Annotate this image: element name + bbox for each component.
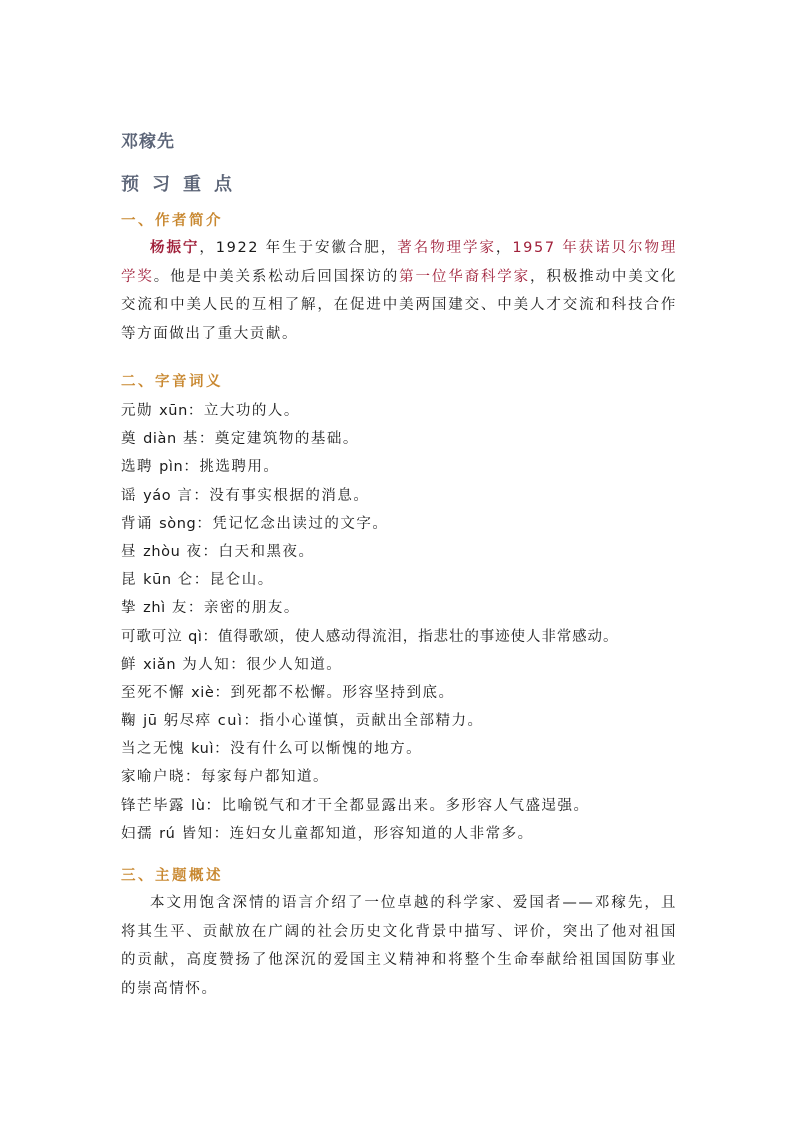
vocabulary-list (121, 397, 701, 848)
vocab-item (121, 594, 701, 622)
vocab-pinyin: sòng (159, 515, 197, 532)
vocab-pinyin: zhòu (143, 543, 181, 560)
vocab-definition: ：挑选聘用。 (183, 459, 280, 476)
vocab-pinyin: kūn (143, 572, 172, 589)
vocab-pinyin: xiǎn (143, 656, 177, 673)
author-name: 杨振宁 (150, 240, 200, 256)
vocab-definition: ：值得歌颂，使人感动得流泪，指悲壮的事迹使人非常感动。 (202, 628, 619, 645)
vocab-definition: ：比喻锐气和才干全都显露出来。多形容人气盛逞强。 (205, 797, 590, 814)
author-text-4: ，积极推动中美文化交流和中美人民的互相了解，在促进中美两国建交、中美人才交流和科技合作等方面做出了重大贡献。 (121, 268, 678, 342)
vocab-term: 昼 (121, 543, 144, 560)
author-highlight-nobel: 1957 年获诺贝尔物理学奖 (121, 240, 677, 285)
vocab-pinyin: jū (143, 713, 158, 730)
vocab-definition: 基：奠定建筑物的基础。 (176, 431, 359, 448)
vocab-term: 鲜 (121, 656, 144, 673)
vocab-item (121, 792, 701, 820)
vocab-item (121, 425, 701, 453)
vocab-definition: 言：没有事实根据的消息。 (171, 487, 370, 504)
vocab-item (121, 453, 701, 481)
vocab-definition: 夜：白天和黑夜。 (180, 543, 315, 560)
vocab-term: 挚 (121, 600, 144, 617)
vocab-item (121, 707, 701, 735)
vocab-term: 至死不懈 (121, 684, 192, 701)
vocab-pinyin: lù (191, 797, 206, 814)
vocab-definition: 皆知：连妇女儿童都知道，形容知道的人非常多。 (175, 825, 534, 842)
vocab-pinyin: diàn (143, 431, 177, 448)
vocab-item (121, 397, 701, 425)
vocab-definition: ：凭记忆念出读过的文字。 (196, 515, 389, 532)
vocab-term: 可歌可泣 (121, 628, 189, 645)
author-text-3: 。他是中美关系松动后回国探访的 (153, 268, 400, 285)
vocab-pinyin: xiè (191, 684, 215, 701)
author-text-2: ， (495, 240, 513, 256)
vocab-item (121, 510, 701, 538)
vocab-term: 选聘 (121, 459, 160, 476)
vocab-term: 当之无愧 (121, 741, 192, 758)
vocab-definition: 仑：昆仑山。 (171, 572, 274, 589)
vocab-item (121, 482, 701, 510)
section-heading-theme: 三、主题概述 (121, 868, 223, 884)
vocab-item (121, 735, 701, 763)
vocab-item (121, 538, 701, 566)
author-highlight-physicist: 著名物理学家 (397, 240, 496, 256)
vocab-definition: ：立大功的人。 (187, 403, 300, 419)
vocab-term: 昆 (121, 572, 144, 589)
author-highlight-first-scientist: 第一位华裔科学家 (399, 268, 531, 285)
vocab-term: 谣 (121, 487, 144, 504)
vocab-definition: ：没有什么可以惭愧的地方。 (214, 741, 423, 758)
vocab-item (121, 566, 701, 594)
vocab-pinyin: rú (159, 825, 176, 842)
vocab-pinyin: kuì (191, 741, 215, 758)
vocab-definition: ：到死都不松懈。形容坚持到底。 (214, 684, 455, 701)
section-heading-vocabulary: 二、字音词义 (121, 374, 223, 390)
vocab-definition: 躬尽瘁 cuì：指小心谨慎，贡献出全部精力。 (157, 713, 484, 730)
document-title: 邓稼先 (121, 132, 175, 152)
vocab-term: 奠 (121, 431, 144, 448)
vocab-item (121, 651, 701, 679)
vocab-term: 家喻户晓 (121, 769, 185, 786)
vocab-pinyin: pìn (159, 459, 184, 476)
section-heading-author: 一、作者简介 (121, 213, 223, 229)
vocab-pinyin: zhì (143, 600, 166, 617)
vocab-term: 元勋 (121, 403, 160, 419)
vocab-item (121, 820, 701, 848)
vocab-definition: 友：亲密的朋友。 (165, 600, 300, 617)
vocab-item (121, 623, 701, 651)
vocab-item (121, 763, 701, 791)
vocab-item (121, 679, 701, 707)
vocab-term: 背诵 (121, 515, 160, 532)
author-text-1: ，1922 年生于安徽合肥， (199, 240, 398, 256)
section-subtitle: 预习重点 (121, 174, 245, 195)
vocab-pinyin: xūn (159, 403, 188, 419)
vocab-definition: 为人知：很少人知道。 (176, 656, 343, 673)
vocab-pinyin: yáo (143, 487, 172, 504)
vocab-definition: ：每家每户都知道。 (185, 769, 329, 786)
vocab-term: 锋芒毕露 (121, 797, 192, 814)
vocab-term: 鞠 (121, 713, 144, 730)
author-intro-paragraph (121, 234, 677, 348)
vocab-pinyin: qì (188, 628, 203, 645)
theme-paragraph: 本文用饱含深情的语言介绍了一位卓越的科学家、爱国者——邓稼先，且将其生平、贡献放在广阔的社会历史文化背景中描写、评价，突出了他对祖国的贡献，高度赞扬了他深沉的爱国主义精神和将整个生命奉献给祖国国防事业的崇高情怀。 (121, 895, 677, 997)
vocab-term: 妇孺 (121, 825, 160, 842)
